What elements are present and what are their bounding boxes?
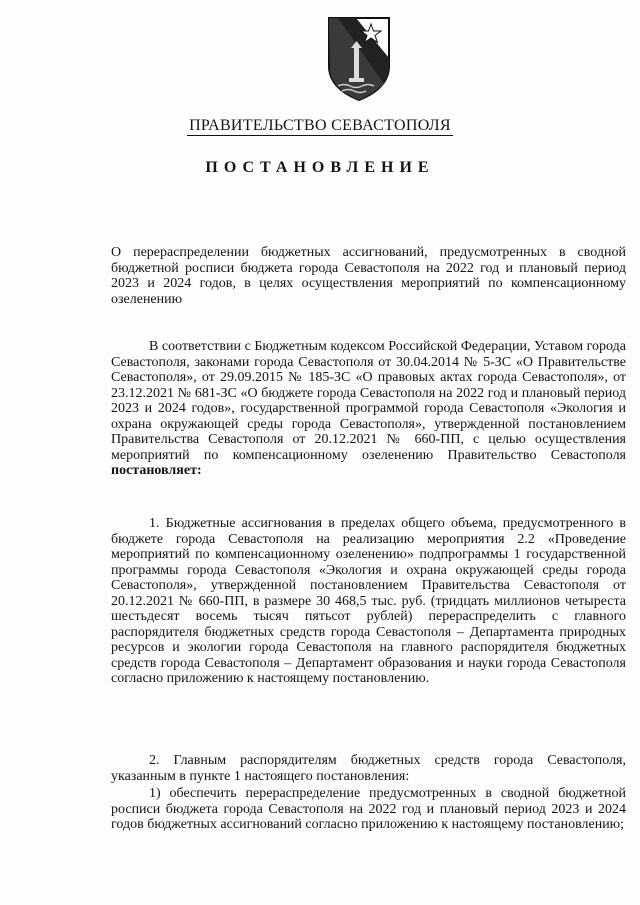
document-type-heading: ПОСТАНОВЛЕНИЕ [205,159,435,176]
preamble-resolution-verb: постановляет: [111,463,202,478]
government-title [0,117,640,135]
preamble-paragraph [111,339,626,479]
clause-2-subitem-1: 1) обеспечить перераспределение предусмотренных в сводной бюджетной росписи бюджета города Севастополя на 2022 год и плановый период 2023 и 2024 годов бюджетных ассигнований согласно приложению к настоящему постановлению; [111,786,626,832]
sevastopol-coat-of-arms-icon [326,14,392,102]
preamble-text: В соответствии с Бюджетным кодексом Российской Федерации, Уставом города Севастополя, законами города Севастополя от 30.04.2014 № 5-ЗС «О Правительстве Севастополя», от 29.09.2015 № 185-ЗС «О правовых актах города Севастополя», от 23.12.2021 № 681-ЗС «О бюджете города Севастополя на 2022 год и плановый период 2023 и 2024 годов», государственной программой города Севастополя «Экология и охрана окружающей среды города Севастополя», утвержденной постановлением Правительства Севастополя от 20.12.2021 № 660-ПП, с целью осуществления мероприятий по компенсационному озеленению Правительство Севастополя [111,339,626,463]
document-subject: О перераспределении бюджетных ассигнований, предусмотренных в сводной бюджетной росписи бюджета города Севастополя на 2022 год и плановый период 2023 и 2024 годов, в целях осуществления мероприятий по компенсационному озеленению [111,245,626,307]
clause-1: 1. Бюджетные ассигнования в пределах общего объема, предусмотренного в бюджете города Севастополя на реализацию мероприятия 2.2 «Проведение мероприятий по компенсационному озеленению» подпрограммы 1 государственной программы города Севастополя «Экология и охрана окружающей среды города Севастополя», утвержденной постановлением Правительства Севастополя от 20.12.2021 № 660-ПП, в размере 30 468,5 тыс. руб. (тридцать миллионов четыреста шестьдесят восемь тысяч пятьсот рублей) перераспределить с главного распорядителя бюджетных средств города Севастополя – Департамента природных ресурсов и экологии города Севастополя на главного распорядителя бюджетных средств города Севастополя – Департамент образования и науки города Севастополя согласно приложению к настоящему постановлению. [111,516,626,686]
clause-2: 2. Главным распорядителям бюджетных средств города Севастополя, указанным в пункте 1 настоящего постановления: [111,753,626,784]
government-title-text: ПРАВИТЕЛЬСТВО СЕВАСТОПОЛЯ [189,117,451,134]
